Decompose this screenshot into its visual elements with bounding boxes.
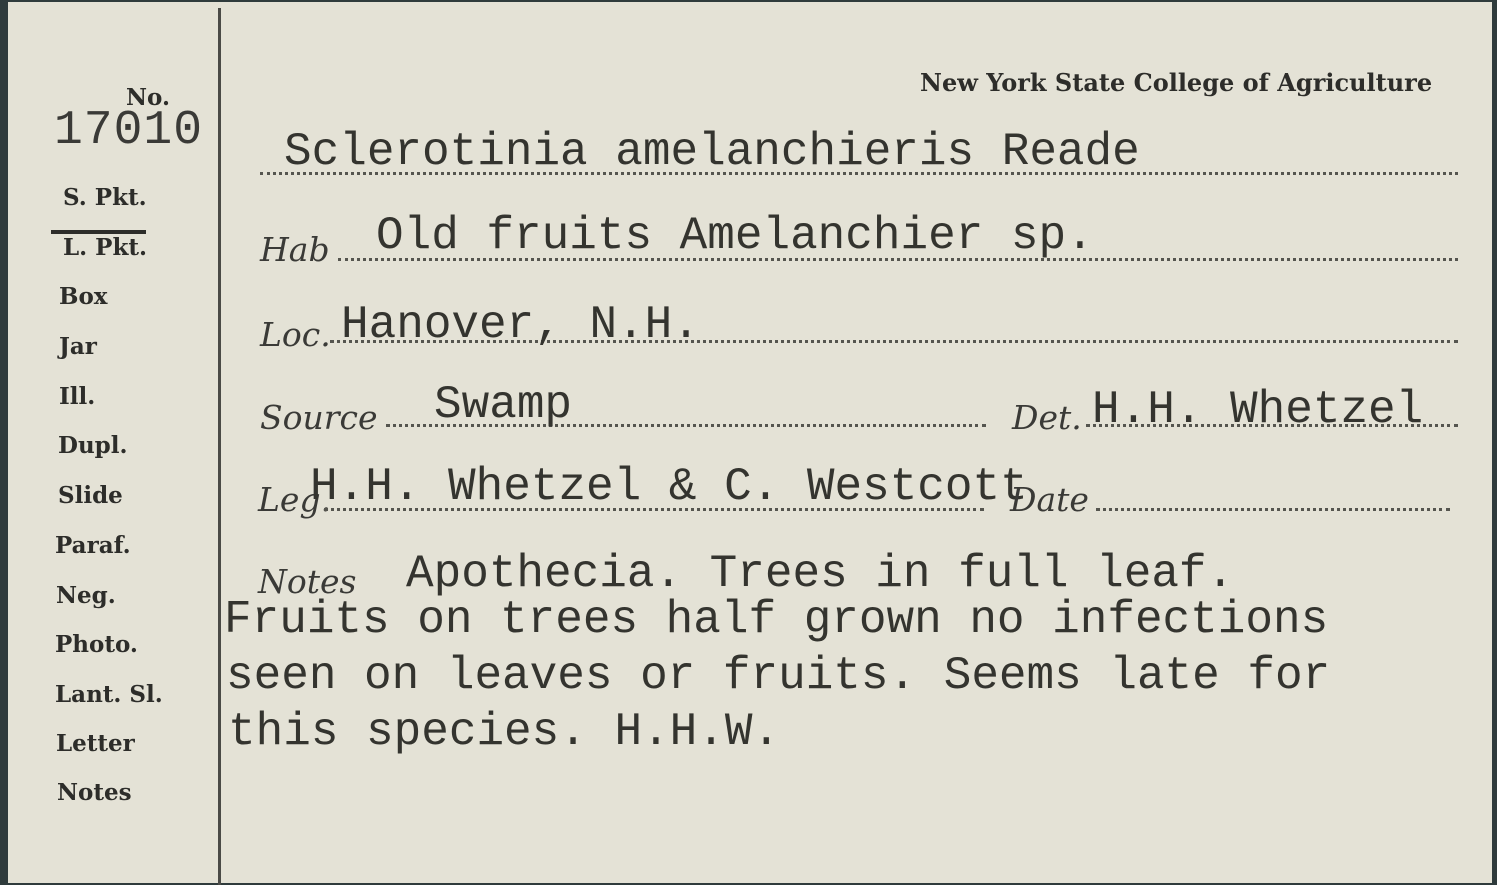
date-dotted-line bbox=[1096, 508, 1450, 511]
side-item-photo: Photo. bbox=[55, 631, 138, 658]
side-item-neg: Neg. bbox=[56, 582, 116, 609]
det-label: Det. bbox=[1012, 398, 1082, 437]
specimen-card bbox=[8, 2, 1492, 883]
side-item-dupl: Dupl. bbox=[58, 432, 128, 459]
side-item-lant-sl: Lant. Sl. bbox=[55, 681, 163, 708]
hab-value: Old fruits Amelanchier sp. bbox=[376, 210, 1094, 262]
leg-value: H.H. Whetzel & C. Westcott bbox=[310, 461, 1028, 513]
species-name: Sclerotinia amelanchieris Reade bbox=[284, 126, 1140, 178]
side-item-ill: Ill. bbox=[59, 383, 96, 410]
column-divider bbox=[218, 8, 221, 885]
side-item-jar: Jar bbox=[59, 333, 97, 360]
source-label: Source bbox=[260, 398, 378, 437]
side-item-box: Box bbox=[59, 283, 108, 310]
institution-name: New York State College of Agriculture bbox=[920, 68, 1433, 97]
number-label: No. bbox=[126, 84, 170, 111]
loc-value: Hanover, N.H. bbox=[341, 299, 700, 351]
notes-line-1: Apothecia. Trees in full leaf. bbox=[406, 548, 1235, 600]
hab-label: Hab bbox=[260, 230, 330, 269]
leg-label: Leg. bbox=[258, 480, 332, 519]
side-item-s-pkt: S. Pkt. bbox=[63, 184, 147, 211]
det-value: H.H. Whetzel bbox=[1092, 384, 1424, 436]
notes-line-4: this species. H.H.W. bbox=[228, 706, 781, 758]
notes-line-3: seen on leaves or fruits. Seems late for bbox=[226, 650, 1331, 702]
source-value: Swamp bbox=[434, 379, 573, 431]
side-item-l-pkt: L. Pkt. bbox=[63, 234, 148, 261]
notes-line-2: Fruits on trees half grown no infections bbox=[224, 594, 1329, 646]
specimen-number: 17010 bbox=[54, 104, 204, 158]
notes-label: Notes bbox=[258, 562, 357, 601]
date-label: Date bbox=[1010, 480, 1089, 519]
side-item-letter: Letter bbox=[56, 730, 135, 757]
side-item-slide: Slide bbox=[58, 482, 123, 509]
side-item-paraf: Paraf. bbox=[55, 532, 131, 559]
side-item-notes: Notes bbox=[57, 779, 132, 806]
loc-label: Loc. bbox=[260, 315, 331, 354]
